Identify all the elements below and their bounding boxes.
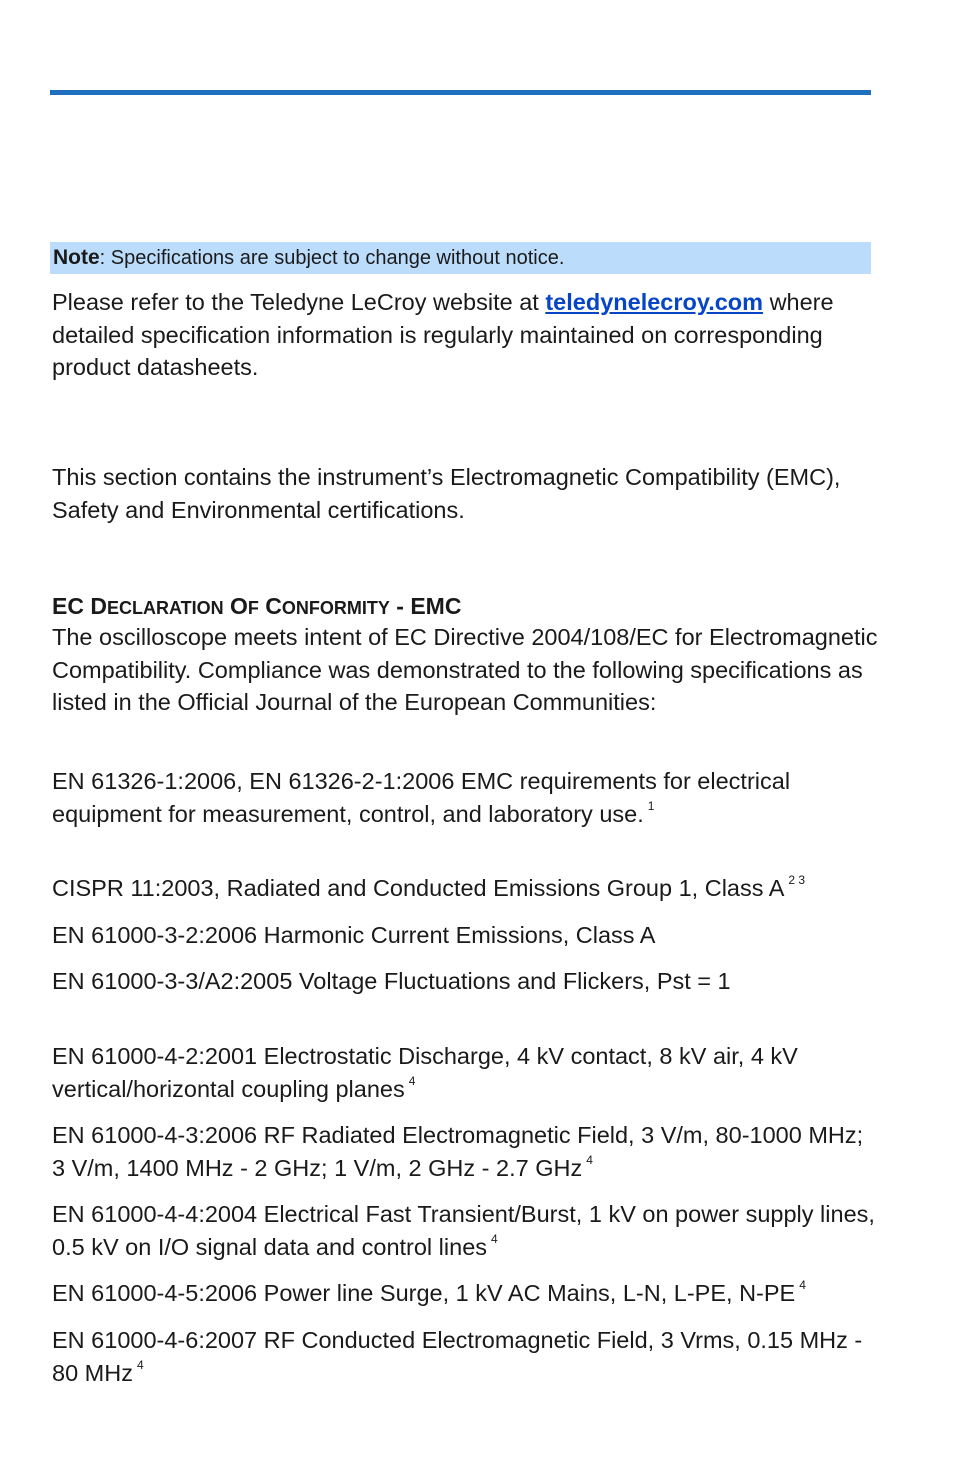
- spec-item: [52, 1119, 882, 1184]
- footnote-ref: 4: [136, 1357, 144, 1372]
- spec-text: EN 61000-4-5:2006 Power line Surge, 1 kV AC Mains, L-N, L-PE, N-PE: [52, 1280, 796, 1306]
- spec-item: [52, 1040, 882, 1105]
- directive-paragraph: The oscilloscope meets intent of EC Directive 2004/108/EC for Electromagnetic Compatibility. Compliance was demonstrated to the following specifications as listed in the Official Journal of the European Communities:: [52, 624, 878, 715]
- spec-text: EN 61326-1:2006, EN 61326-2-1:2006 EMC requirements for electrical equipment for measurement, control, and laboratory use.: [52, 768, 791, 827]
- spec-text: EN 61000-4-6:2007 RF Conducted Electromagnetic Field, 3 Vrms, 0.15 MHz - 80 MHz: [52, 1327, 863, 1386]
- note-label: Note: [53, 246, 100, 269]
- spec-item: [52, 872, 882, 905]
- footnote-ref: 4: [799, 1278, 806, 1292]
- spec-text: CISPR 11:2003, Radiated and Conducted Emissions Group 1, Class A: [52, 875, 785, 901]
- website-link[interactable]: teledynelecroy.com: [545, 289, 764, 315]
- intro-text-before: Please refer to the Teledyne LeCroy website at: [52, 289, 546, 315]
- section-intro: This section contains the instrument’s Electromagnetic Compatibility (EMC), Safety and Environmental certifications.: [52, 464, 841, 523]
- spec-text: EN 61000-4-2:2001 Electrostatic Discharge, 4 kV contact, 8 kV air, 4 kV vertical/horizontal coupling planes: [52, 1043, 798, 1102]
- intro-text-after: where detailed specification information is regularly maintained on corresponding product datasheets.: [52, 289, 834, 380]
- note-message: : Specifications are subject to change without notice.: [99, 247, 565, 269]
- footnote-ref: 4: [491, 1231, 498, 1246]
- note-text: [53, 245, 564, 271]
- footnote-ref: 1: [647, 798, 655, 813]
- spec-text: EN 61000-3-3/A2:2005 Voltage Fluctuations and Flickers, Pst = 1: [52, 968, 731, 994]
- spec-text: EN 61000-4-3:2006 RF Radiated Electromagnetic Field, 3 V/m, 80-1000 MHz; 3 V/m, 1400 MHz - 2 GHz; 1 V/m, 2 GHz - 2.7 GHz: [52, 1122, 864, 1181]
- spec-text: EN 61000-3-2:2006 Harmonic Current Emissions, Class A: [52, 922, 656, 948]
- note-box: [50, 242, 871, 274]
- footnote-ref: 2 3: [788, 873, 806, 887]
- footnote-ref: 4: [408, 1073, 416, 1088]
- intro-paragraph: [52, 286, 882, 384]
- spec-item: [52, 919, 882, 952]
- header-rule: [50, 90, 871, 95]
- spec-text: EN 61000-4-4:2004 Electrical Fast Transient/Burst, 1 kV on power supply lines, 0.5 kV on I/O signal data and control lines: [52, 1201, 875, 1260]
- footnote-ref: 4: [586, 1152, 593, 1167]
- spec-item: [52, 765, 882, 830]
- spec-item: [52, 965, 882, 998]
- spec-item: [52, 1198, 882, 1263]
- spec-item: [52, 1277, 882, 1310]
- section-heading: EC DECLARATION OF CONFORMITY - EMC: [52, 593, 462, 619]
- spec-item: [52, 1324, 882, 1389]
